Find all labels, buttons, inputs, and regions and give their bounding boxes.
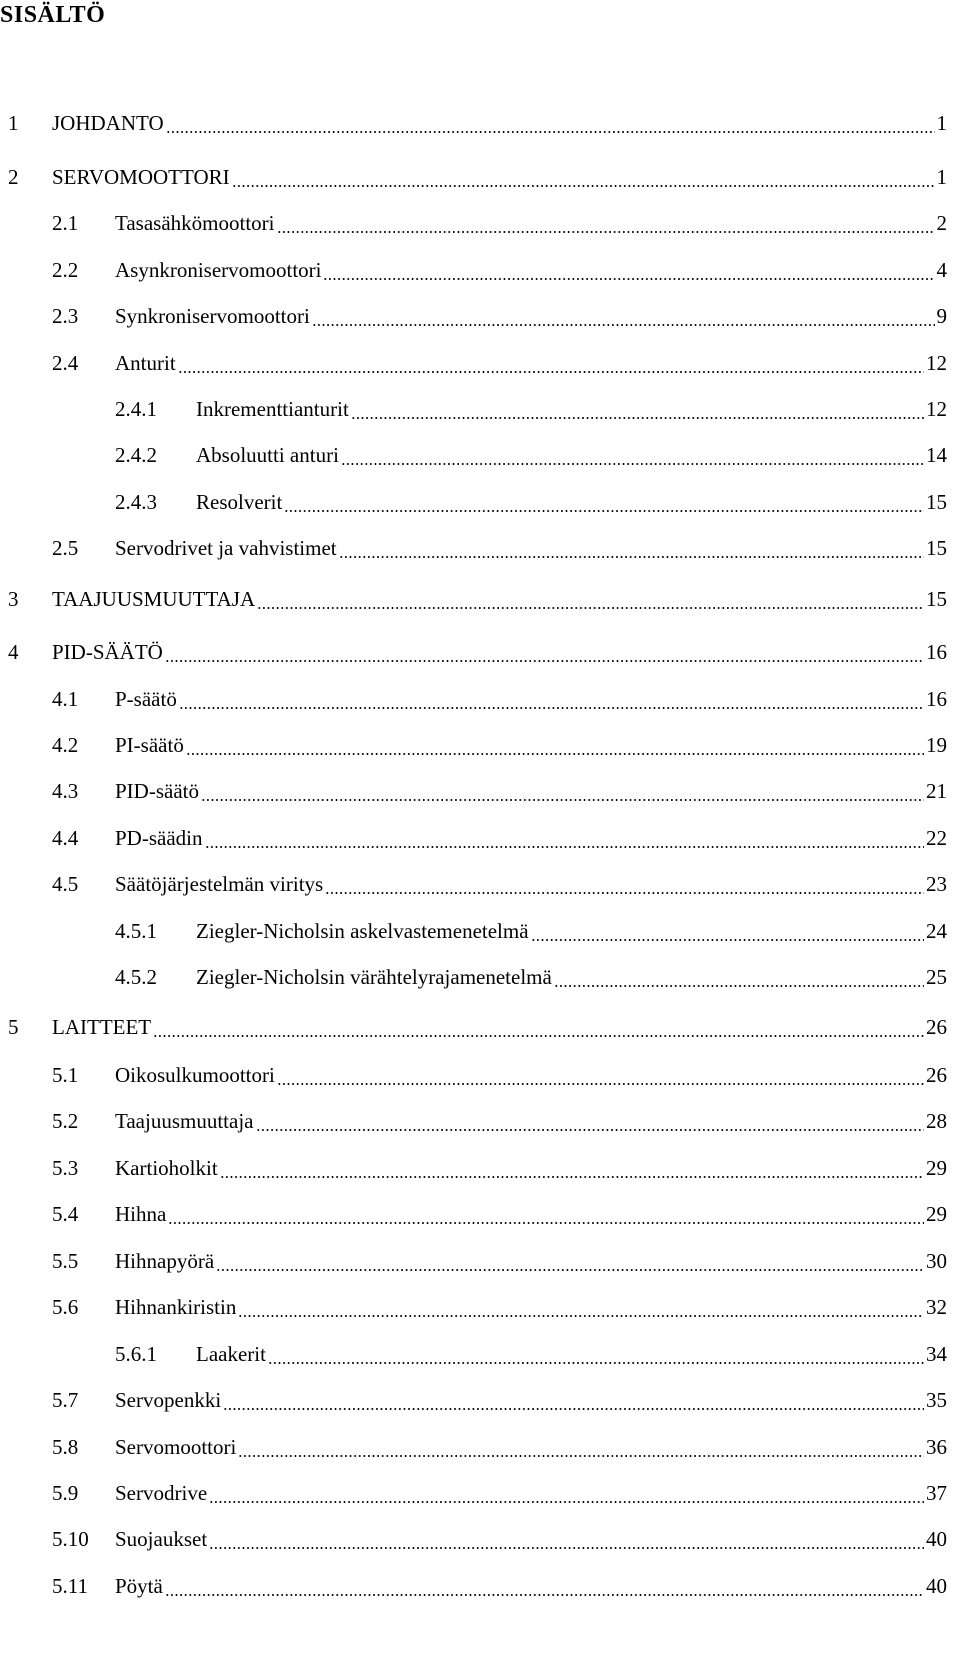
toc-entry-page-number[interactable]: 15 bbox=[926, 536, 947, 560]
dot-leader bbox=[201, 799, 924, 801]
toc-entry-title[interactable]: Säätöjärjestelmän viritys bbox=[115, 872, 324, 896]
toc-entry-number: 2.5 bbox=[52, 536, 79, 560]
dot-leader bbox=[179, 707, 924, 709]
toc-entry-page-number[interactable]: 9 bbox=[936, 304, 947, 328]
toc-entry-page-number[interactable]: 29 bbox=[926, 1156, 947, 1180]
toc-entry-page-number[interactable]: 1 bbox=[936, 111, 947, 135]
toc-entry-title[interactable]: Asynkroniservomoottori bbox=[115, 258, 322, 282]
toc-entry-title[interactable]: PI-säätö bbox=[115, 733, 184, 757]
toc-entry-number: 5.2 bbox=[52, 1109, 79, 1133]
toc-entry-number: 5.6.1 bbox=[115, 1342, 157, 1366]
dot-leader bbox=[166, 131, 935, 133]
toc-entry-number: 5.11 bbox=[52, 1574, 88, 1598]
toc-entry-title[interactable]: TAAJUUSMUUTTAJA bbox=[52, 587, 256, 611]
toc-entry-title[interactable]: Absoluutti anturi bbox=[196, 443, 339, 467]
toc-entry-number: 4.5.1 bbox=[115, 919, 157, 943]
toc-entry-number: 2.1 bbox=[52, 211, 79, 235]
dot-leader bbox=[277, 231, 935, 233]
dot-leader bbox=[153, 1035, 924, 1037]
dot-leader bbox=[256, 1129, 925, 1131]
toc-entry[interactable] bbox=[0, 916, 960, 946]
toc-entry[interactable] bbox=[0, 348, 960, 378]
toc-entry-number: 2.2 bbox=[52, 258, 79, 282]
toc-entry-title[interactable]: Inkrementtianturit bbox=[196, 397, 349, 421]
toc-entry-page-number[interactable]: 26 bbox=[926, 1015, 947, 1039]
dot-leader bbox=[186, 753, 924, 755]
toc-entry-number: 5.9 bbox=[52, 1481, 79, 1505]
toc-entry[interactable] bbox=[0, 301, 960, 331]
toc-entry-page-number[interactable]: 19 bbox=[926, 733, 947, 757]
toc-entry-title[interactable]: Resolverit bbox=[196, 490, 283, 514]
toc-entry-number: 4.2 bbox=[52, 733, 79, 757]
toc-entry-title[interactable]: Suojaukset bbox=[115, 1527, 208, 1551]
toc-entry[interactable] bbox=[0, 962, 960, 992]
toc-entry-number: 2.4.1 bbox=[115, 397, 157, 421]
toc-entry-page-number[interactable]: 22 bbox=[926, 826, 947, 850]
toc-entry-number: 5.8 bbox=[52, 1435, 79, 1459]
toc-entry-number: 2 bbox=[8, 165, 19, 189]
page-title: SISÄLTÖ bbox=[0, 2, 106, 28]
toc-entry-title[interactable]: PD-säädin bbox=[115, 826, 203, 850]
toc-entry-number: 5.3 bbox=[52, 1156, 79, 1180]
toc-entry-title[interactable]: Pöytä bbox=[115, 1574, 163, 1598]
toc-entry-number: 3 bbox=[8, 587, 19, 611]
toc-entry-title[interactable]: Hihna bbox=[115, 1202, 167, 1226]
toc-entry-number: 1 bbox=[8, 111, 19, 135]
toc-entry-title[interactable]: LAITTEET bbox=[52, 1015, 152, 1039]
toc-entry-number: 4.5.2 bbox=[115, 965, 157, 989]
toc-entry-number: 5 bbox=[8, 1015, 19, 1039]
dot-leader bbox=[323, 278, 934, 280]
toc-entry-page-number[interactable]: 4 bbox=[936, 258, 947, 282]
toc-entry-number: 2.4.3 bbox=[115, 490, 157, 514]
dot-leader bbox=[554, 985, 924, 987]
toc-entry[interactable] bbox=[0, 823, 960, 853]
toc-entry-page-number[interactable]: 15 bbox=[926, 587, 947, 611]
toc-entry-number: 4.4 bbox=[52, 826, 79, 850]
toc-entry[interactable] bbox=[0, 1524, 960, 1554]
toc-entry-page-number[interactable]: 30 bbox=[926, 1249, 947, 1273]
toc-entry-page-number[interactable]: 15 bbox=[926, 490, 947, 514]
toc-entry-number: 5.4 bbox=[52, 1202, 79, 1226]
dot-leader bbox=[223, 1408, 924, 1410]
toc-entry[interactable] bbox=[0, 1153, 960, 1183]
toc-entry[interactable] bbox=[0, 108, 960, 138]
toc-entry-number: 4.1 bbox=[52, 687, 79, 711]
toc-entry-number: 4.5 bbox=[52, 872, 79, 896]
toc-entry-title[interactable]: Tasasähkömoottori bbox=[115, 211, 275, 235]
toc-entry-page-number[interactable]: 24 bbox=[926, 919, 947, 943]
dot-leader bbox=[209, 1547, 924, 1549]
toc-entry-title[interactable]: Hihnapyörä bbox=[115, 1249, 215, 1273]
dot-leader bbox=[268, 1362, 924, 1364]
toc-entry-number: 4.3 bbox=[52, 779, 79, 803]
toc-entry-title[interactable]: P-säätö bbox=[115, 687, 177, 711]
toc-entry[interactable] bbox=[0, 776, 960, 806]
toc-entry-title[interactable]: Laakerit bbox=[196, 1342, 266, 1366]
toc-entry-number: 2.4.2 bbox=[115, 443, 157, 467]
toc-entry-page-number[interactable]: 40 bbox=[926, 1574, 947, 1598]
toc-entry-number: 5.6 bbox=[52, 1295, 79, 1319]
toc-entry-title[interactable]: Kartioholkit bbox=[115, 1156, 218, 1180]
toc-entry-number: 2.3 bbox=[52, 304, 79, 328]
toc-entry[interactable] bbox=[0, 1012, 960, 1042]
toc-entry-page-number[interactable]: 37 bbox=[926, 1481, 947, 1505]
toc-entry[interactable] bbox=[0, 1199, 960, 1229]
toc-entry[interactable] bbox=[0, 637, 960, 667]
toc-entry[interactable] bbox=[0, 1571, 960, 1601]
dot-leader bbox=[341, 463, 924, 465]
toc-entry-page-number[interactable]: 32 bbox=[926, 1295, 947, 1319]
dot-leader bbox=[351, 417, 924, 419]
dot-leader bbox=[277, 1083, 924, 1085]
toc-entry-title[interactable]: Servopenkki bbox=[115, 1388, 222, 1412]
toc-entry-title[interactable]: Anturit bbox=[115, 351, 176, 375]
toc-entry-title[interactable]: Servomoottori bbox=[115, 1435, 237, 1459]
toc-entry[interactable] bbox=[0, 1060, 960, 1090]
toc-entry-page-number[interactable]: 16 bbox=[926, 640, 947, 664]
toc-entry-number: 4 bbox=[8, 640, 19, 664]
toc-entry[interactable] bbox=[0, 162, 960, 192]
toc-entry-title[interactable]: Taajuusmuuttaja bbox=[115, 1109, 254, 1133]
toc-entry-page-number[interactable]: 12 bbox=[926, 397, 947, 421]
dot-leader bbox=[220, 1176, 924, 1178]
toc-entry-title[interactable]: JOHDANTO bbox=[52, 111, 164, 135]
toc-entry-number: 2.4 bbox=[52, 351, 79, 375]
toc-entry-title[interactable]: Oikosulkumoottori bbox=[115, 1063, 275, 1087]
dot-leader bbox=[165, 1594, 924, 1596]
toc-entry[interactable] bbox=[0, 1106, 960, 1136]
toc-entry[interactable] bbox=[0, 869, 960, 899]
toc-entry-number: 5.1 bbox=[52, 1063, 79, 1087]
toc-entry-page-number[interactable]: 21 bbox=[926, 779, 947, 803]
toc-entry-page-number[interactable]: 2 bbox=[936, 211, 947, 235]
toc-entry-page-number[interactable]: 34 bbox=[926, 1342, 947, 1366]
toc-entry-page-number[interactable]: 16 bbox=[926, 687, 947, 711]
toc-entry[interactable] bbox=[0, 1432, 960, 1462]
toc-entry-page-number[interactable]: 36 bbox=[926, 1435, 947, 1459]
toc-entry[interactable] bbox=[0, 394, 960, 424]
dot-leader bbox=[284, 510, 924, 512]
toc-entry-page-number[interactable]: 28 bbox=[926, 1109, 947, 1133]
dot-leader bbox=[257, 607, 924, 609]
dot-leader bbox=[232, 185, 935, 187]
dot-leader bbox=[168, 1222, 924, 1224]
toc-entry-page-number[interactable]: 29 bbox=[926, 1202, 947, 1226]
toc-entry[interactable] bbox=[0, 730, 960, 760]
toc-entry[interactable] bbox=[0, 1385, 960, 1415]
toc-entry-title[interactable]: Synkroniservomoottori bbox=[115, 304, 310, 328]
toc-entry[interactable] bbox=[0, 1246, 960, 1276]
toc-entry-page-number[interactable]: 1 bbox=[936, 165, 947, 189]
dot-leader bbox=[238, 1315, 924, 1317]
dot-leader bbox=[312, 324, 935, 326]
toc-entry-title[interactable]: Ziegler-Nicholsin askelvastemenetelmä bbox=[196, 919, 529, 943]
toc-entry[interactable] bbox=[0, 255, 960, 285]
toc-entry-title[interactable]: PID-SÄÄTÖ bbox=[52, 640, 163, 664]
toc-entry-page-number[interactable]: 25 bbox=[926, 965, 947, 989]
dot-leader bbox=[178, 371, 924, 373]
toc-entry[interactable] bbox=[0, 533, 960, 563]
toc-entry[interactable] bbox=[0, 208, 960, 238]
dot-leader bbox=[165, 660, 924, 662]
toc-entry-page-number[interactable]: 40 bbox=[926, 1527, 947, 1551]
toc-entry-number: 5.10 bbox=[52, 1527, 89, 1551]
toc-entry[interactable] bbox=[0, 487, 960, 517]
toc-entry-number: 5.7 bbox=[52, 1388, 79, 1412]
dot-leader bbox=[531, 939, 924, 941]
toc-entry-title[interactable]: Ziegler-Nicholsin värähtelyrajamenetelmä bbox=[196, 965, 552, 989]
toc-entry-page-number[interactable]: 35 bbox=[926, 1388, 947, 1412]
dot-leader bbox=[205, 846, 925, 848]
toc-entry-title[interactable]: Hihnankiristin bbox=[115, 1295, 237, 1319]
toc-entry[interactable] bbox=[0, 1339, 960, 1369]
toc-entry-title[interactable]: PID-säätö bbox=[115, 779, 199, 803]
toc-entry-title[interactable]: Servodrivet ja vahvistimet bbox=[115, 536, 337, 560]
toc-entry-title[interactable]: Servodrive bbox=[115, 1481, 208, 1505]
toc-entry-page-number[interactable]: 26 bbox=[926, 1063, 947, 1087]
toc-entry-page-number[interactable]: 14 bbox=[926, 443, 947, 467]
toc-entry-page-number[interactable]: 23 bbox=[926, 872, 947, 896]
toc-entry[interactable] bbox=[0, 440, 960, 470]
toc-entry-title[interactable]: SERVOMOOTTORI bbox=[52, 165, 230, 189]
dot-leader bbox=[216, 1269, 924, 1271]
toc-entry[interactable] bbox=[0, 1478, 960, 1508]
dot-leader bbox=[325, 892, 924, 894]
dot-leader bbox=[238, 1455, 924, 1457]
toc-entry[interactable] bbox=[0, 1292, 960, 1322]
toc-entry-number: 5.5 bbox=[52, 1249, 79, 1273]
toc-entry[interactable] bbox=[0, 584, 960, 614]
dot-leader bbox=[339, 556, 924, 558]
dot-leader bbox=[209, 1501, 924, 1503]
toc-entry[interactable] bbox=[0, 684, 960, 714]
toc-entry-page-number[interactable]: 12 bbox=[926, 351, 947, 375]
